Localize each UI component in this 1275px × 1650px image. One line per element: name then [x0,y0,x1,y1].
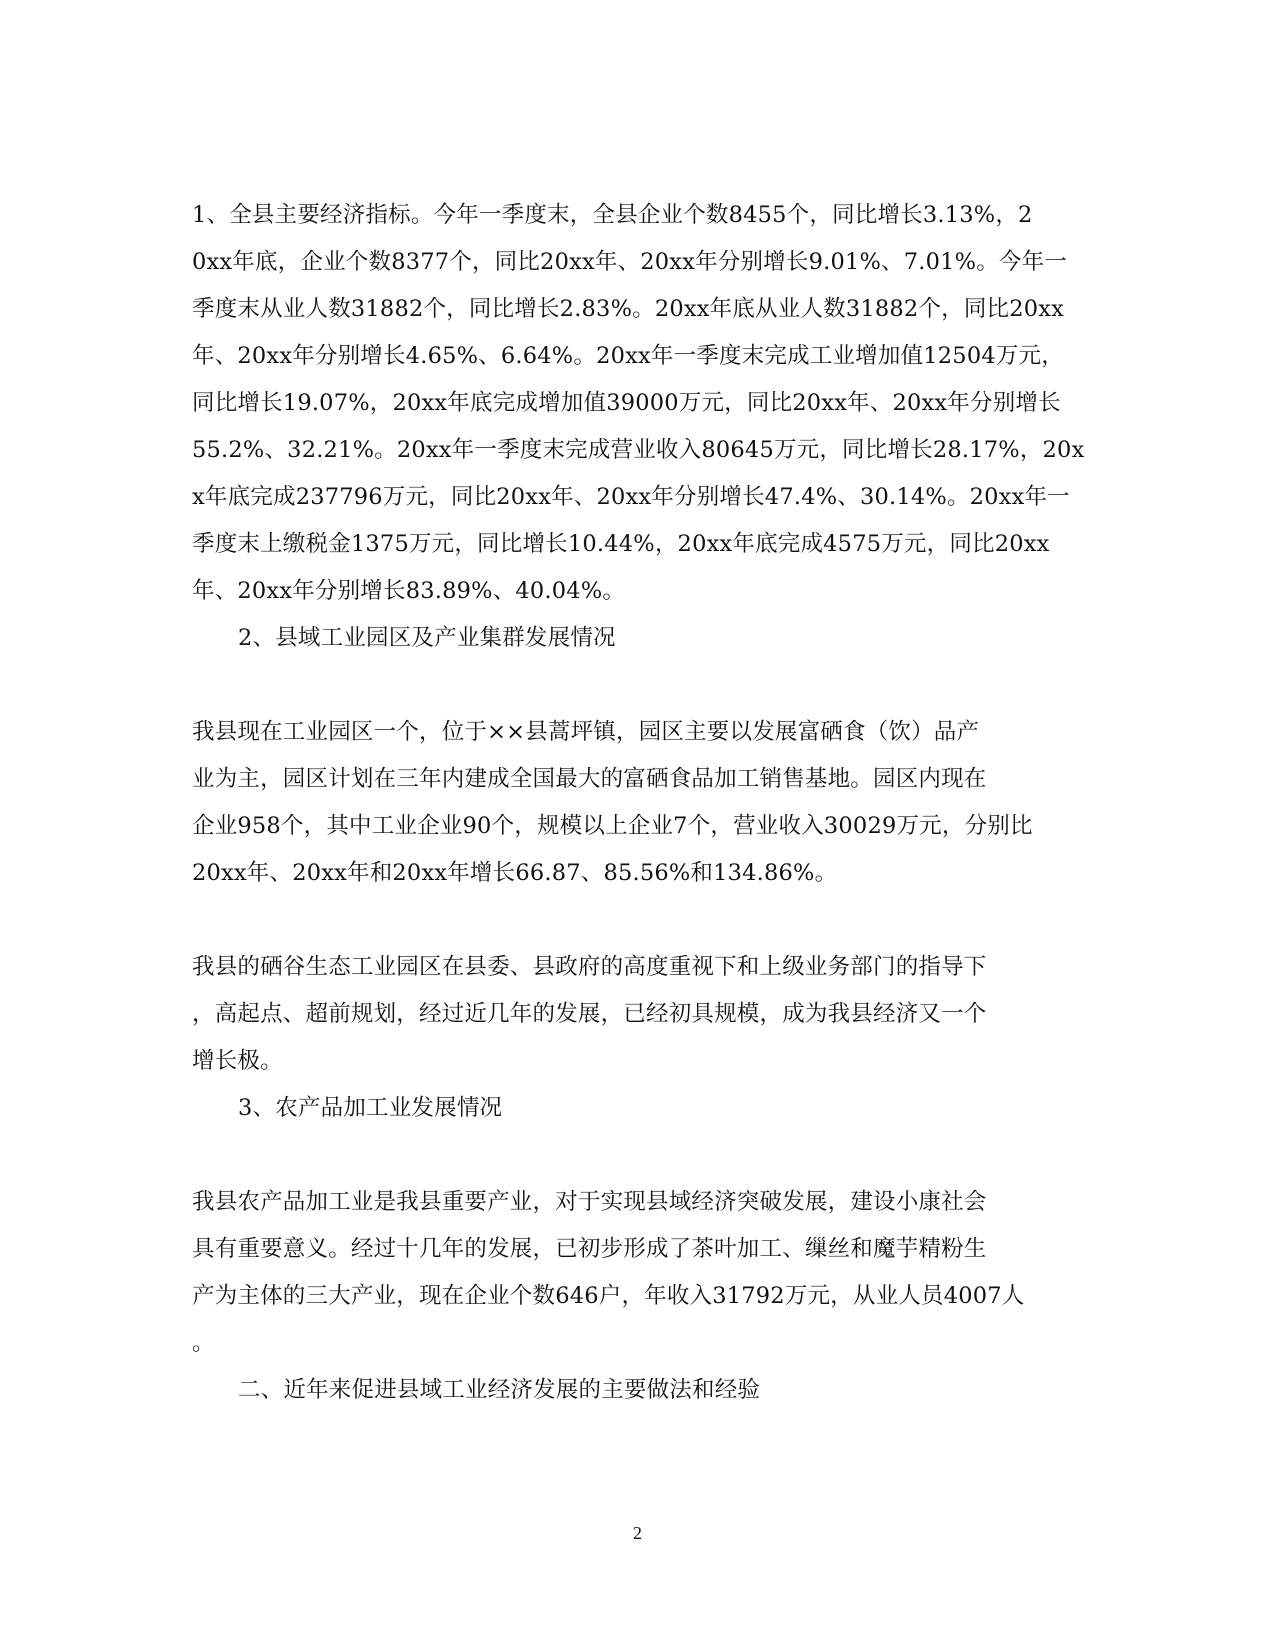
text-line: 年、20xx年分别增长83.89%、40.04%。 [192,578,626,604]
text-line: 。 [192,1330,215,1356]
text-line: 季度末从业人数31882个，同比增长2.83%。20xx年底从业人数31882个，同比20xx [192,296,1065,322]
section-heading: 3、农产品加工业发展情况 [238,1095,503,1121]
text-line: 20xx年、20xx年和20xx年增长66.87、85.56%和134.86%。 [192,860,838,886]
text-line: 同比增长19.07%，20xx年底完成增加值39000万元，同比20xx年、20xx年分别增长 [192,390,1061,416]
text-line: 0xx年底，企业个数8377个，同比20xx年、20xx年分别增长9.01%、7.01%。今年一 [192,249,1068,275]
page-number: 2 [633,1523,642,1543]
text-line: ，高起点、超前规划，经过近几年的发展，已经初具规模，成为我县经济又一个 [192,1001,987,1027]
text-line: 具有重要意义。经过十几年的发展，已初步形成了茶叶加工、缫丝和魔芋精粉生 [192,1236,987,1262]
text-line: 我县的硒谷生态工业园区在县委、县政府的高度重视下和上级业务部门的指导下 [192,954,987,980]
text-line: 增长极。 [192,1048,283,1074]
text-line: 我县现在工业园区一个，位于××县蒿坪镇，园区主要以发展富硒食（饮）品产 [192,719,980,745]
text-line: x年底完成237796万元，同比20xx年、20xx年分别增长47.4%、30.14%。20xx年一 [192,484,1070,510]
text-line: 1、全县主要经济指标。今年一季度末，全县企业个数8455个，同比增长3.13%，2 [192,202,1033,228]
section-heading: 二、近年来促进县域工业经济发展的主要做法和经验 [238,1377,761,1403]
text-line: 产为主体的三大产业，现在企业个数646户，年收入31792万元，从业人员4007人 [192,1283,1025,1309]
text-line: 业为主，园区计划在三年内建成全国最大的富硒食品加工销售基地。园区内现在 [192,766,987,792]
text-line: 年、20xx年分别增长4.65%、6.64%。20xx年一季度末完成工业增加值12504万元， [192,343,1064,369]
text-line: 企业958个，其中工业企业90个，规模以上企业7个，营业收入30029万元，分别比 [192,813,1033,839]
text-line: 季度末上缴税金1375万元，同比增长10.44%，20xx年底完成4575万元，同比20xx [192,531,1050,557]
text-line: 55.2%、32.21%。20xx年一季度末完成营业收入80645万元，同比增长28.17%，20x [192,437,1085,463]
text-line: 我县农产品加工业是我县重要产业，对于实现县域经济突破发展，建设小康社会 [192,1189,987,1215]
section-heading: 2、县域工业园区及产业集群发展情况 [238,625,616,651]
